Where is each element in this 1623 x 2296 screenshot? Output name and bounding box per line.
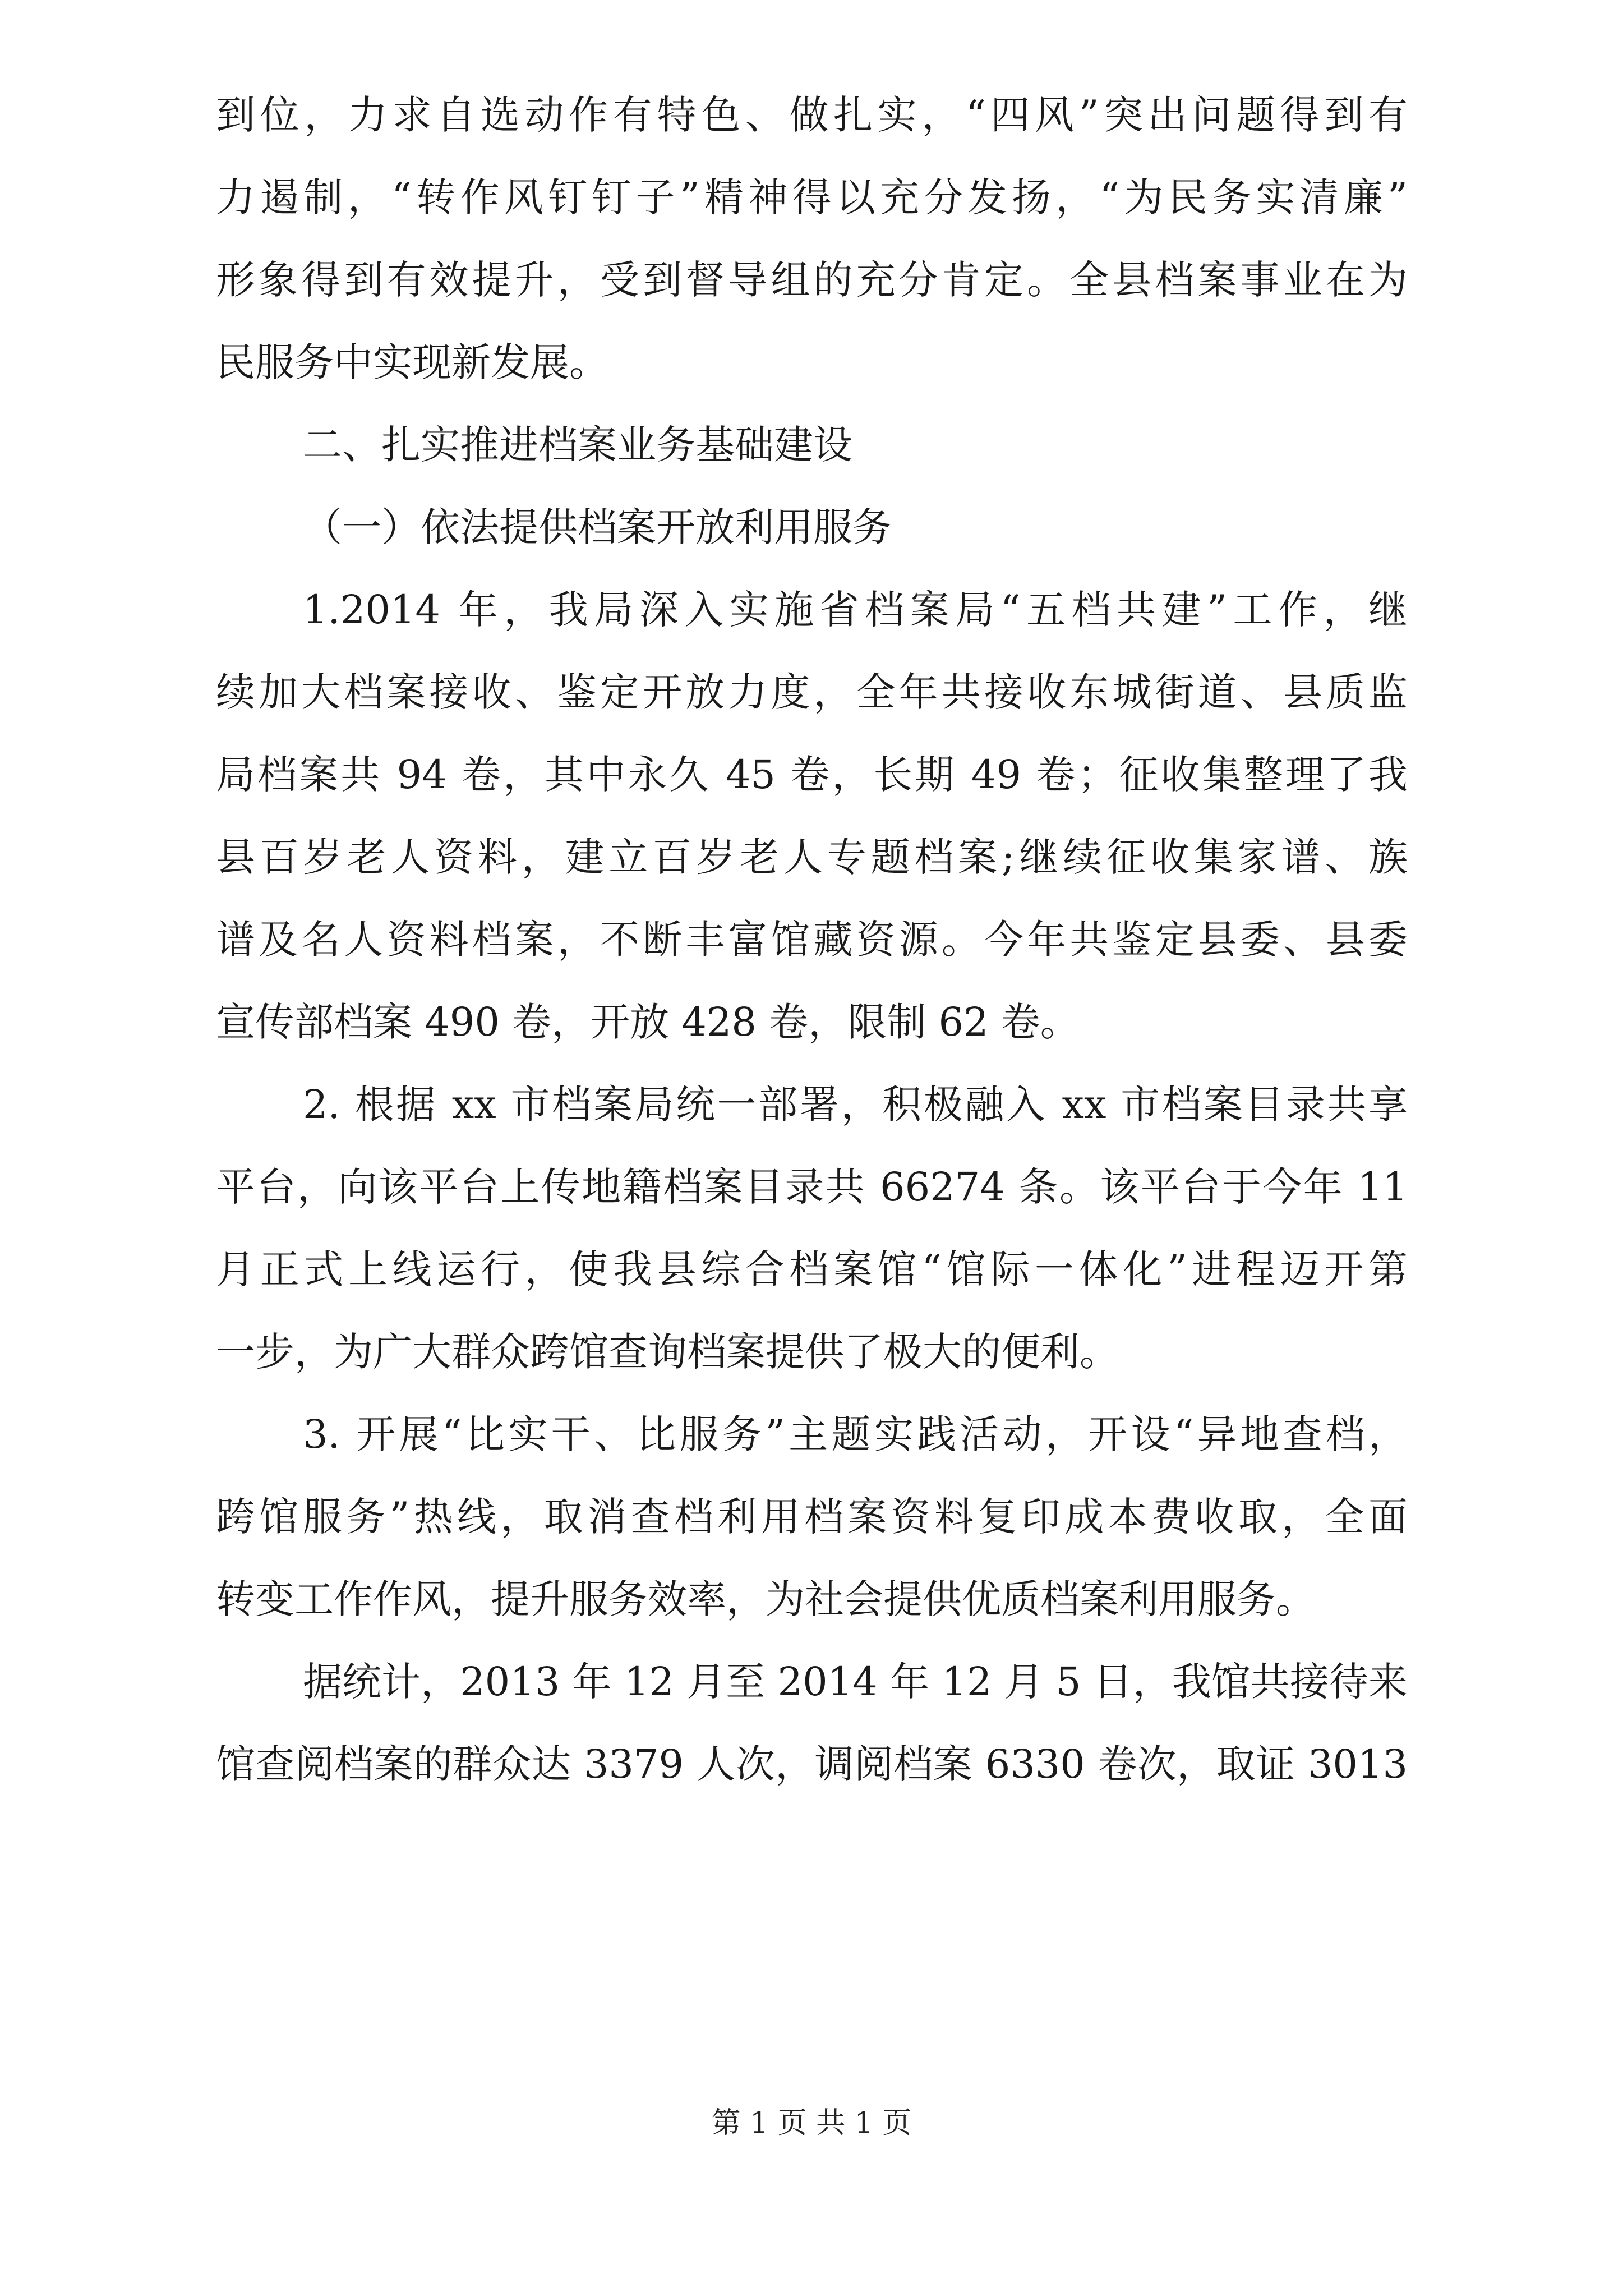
text-line: 县百岁老人资料，建立百岁老人专题档案;继续征收集家谱、族 [216, 834, 1408, 880]
text-line: 民服务中实现新发展。 [216, 339, 608, 385]
text-line: 谱及名人资料档案，不断丰富馆藏资源。今年共鉴定县委、县委 [216, 917, 1408, 963]
text-line: 跨馆服务”热线，取消查档利用档案资料复印成本费收取，全面 [216, 1494, 1408, 1540]
text-line: 月正式上线运行，使我县综合档案馆“馆际一体化”进程迈开第 [216, 1246, 1408, 1292]
text-line: 到位，力求自选动作有特色、做扎实，“四风”突出问题得到有 [216, 92, 1408, 138]
text-line: 力遏制，“转作风钉钉子”精神得以充分发扬，“为民务实清廉” [216, 174, 1408, 220]
text-line: 2. 根据 xx 市档案局统一部署，积极融入 xx 市档案目录共享 [303, 1082, 1408, 1128]
text-line: 据统计，2013 年 12 月至 2014 年 12 月 5 日，我馆共接待来 [303, 1659, 1408, 1705]
page-footer: 第 1 页 共 1 页 [711, 2106, 912, 2140]
text-line: 一步，为广大群众跨馆查询档案提供了极大的便利。 [216, 1329, 1119, 1375]
text-line: 宣传部档案 490 卷，开放 428 卷，限制 62 卷。 [216, 999, 1080, 1045]
text-line: 续加大档案接收、鉴定开放力度，全年共接收东城街道、县质监 [216, 669, 1408, 715]
text-line: 馆查阅档案的群众达 3379 人次，调阅档案 6330 卷次，取证 3013 [216, 1741, 1408, 1787]
subsection-heading: （一）依法提供档案开放利用服务 [303, 504, 892, 550]
text-line: 平台，向该平台上传地籍档案目录共 66274 条。该平台于今年 11 [216, 1164, 1408, 1210]
text-line: 局档案共 94 卷，其中永久 45 卷，长期 49 卷；征收集整理了我 [216, 752, 1408, 798]
text-line: 1.2014 年，我局深入实施省档案局“五档共建”工作，继 [303, 587, 1408, 633]
text-line: 3. 开展“比实干、比服务”主题实践活动，开设“异地查档， [303, 1411, 1408, 1457]
text-line: 转变工作作风，提升服务效率，为社会提供优质档案利用服务。 [216, 1576, 1315, 1622]
text-line: 形象得到有效提升，受到督导组的充分肯定。全县档案事业在为 [216, 257, 1408, 303]
section-heading: 二、扎实推进档案业务基础建设 [303, 422, 852, 468]
